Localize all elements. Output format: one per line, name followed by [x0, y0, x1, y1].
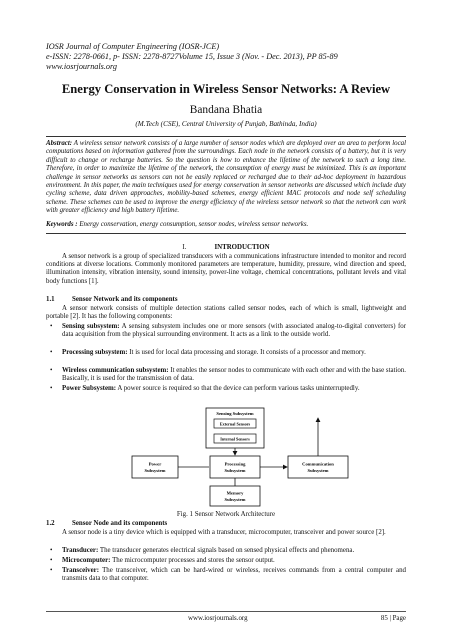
sensor-node-paragraph: A sensor node is a tiny device which is equipped with a transducer, microcomputer, transceiver and power source [2].	[62, 529, 386, 536]
subsection-number: 1.2	[46, 520, 55, 527]
list-item	[46, 323, 406, 339]
list-item-term: Sensing subsystem:	[62, 323, 120, 330]
subsection-number: 1.1	[46, 296, 55, 303]
list-item-term: Processing subsystem:	[62, 349, 128, 356]
list-item-text: The microcomputer processes and stores the sensor output.	[112, 557, 275, 564]
bullet-icon: •	[50, 323, 53, 330]
list-item-term: Microcomputer:	[62, 557, 111, 564]
intro-paragraph: A sensor network is a group of specialized transducers with a communications infrastructure intended to monitor and record conditions at diverse locations. Commonly monitored parameters are temperature, humidity, pressure, wind direction and speed, illumination intensity, vibration intensity, sound intensity, power-line voltage, chemical concentrations, pollutant levels and vital body functions [1].	[46, 253, 406, 285]
paper-title: Energy Conservation in Wireless Sensor Networks: A Review	[61, 82, 391, 96]
list-item-text: A sensing subsystem includes one or more sensors (with associated analog-to-digital converters) for data acquisition from the physical surrounding environment. It acts as a link to the outside world.	[62, 323, 406, 339]
bullet-icon: •	[50, 349, 53, 356]
list-item	[46, 557, 406, 565]
section-number: I.	[182, 244, 187, 251]
processing-label-line1: Processing	[224, 461, 246, 467]
section-name: INTRODUCTION	[214, 244, 270, 251]
list-item	[46, 547, 406, 555]
list-item-text: A power source is required so that the device can perform various tasks uninterruptedly.	[117, 385, 360, 392]
page-number: 85 | Page	[380, 615, 406, 622]
bullet-icon: •	[50, 367, 53, 374]
figure-caption: Fig. 1 Sensor Network Architecture	[176, 511, 276, 518]
power-label-line1: Power	[148, 461, 162, 467]
keywords-text: Energy conservation, energy consumption, sensor nodes, wireless sensor networks.	[79, 221, 309, 228]
abstract-box	[46, 136, 406, 234]
memory-subsystem-box	[210, 486, 260, 506]
communication-label-line2: Subsystem	[307, 468, 329, 473]
list-item-term: Power Subsystem:	[62, 385, 117, 392]
list-item	[46, 349, 406, 357]
list-item-text: The transducer generates electrical signals based on sensed physical effects and phenomena.	[99, 547, 355, 554]
list-item-text: It enables the sensor nodes to communicate with each other and with the base station. Basically, it is used for the transmission of data.	[62, 367, 406, 383]
footer-divider	[46, 611, 406, 612]
power-subsystem-box	[132, 456, 178, 478]
communication-label-line1: Communication	[302, 461, 334, 467]
subsection-heading-1-1	[46, 296, 178, 303]
footer-website: www.iosrjournals.org	[188, 615, 248, 622]
list-item	[46, 567, 406, 583]
sensor-network-architecture-diagram	[130, 406, 370, 510]
list-item-term: Transducer:	[62, 547, 99, 554]
memory-label-line1: Memory	[226, 490, 244, 496]
list-item-text: The transceiver, which can be hard-wired or wireless, receives commands from a central computer and transmits data to that computer.	[62, 567, 406, 583]
abstract-label: Abstract:	[46, 140, 73, 147]
section-heading-introduction	[0, 244, 452, 251]
memory-label-line2: Subsystem	[224, 497, 246, 502]
journal-issn: e-ISSN: 2278-0661, p- ISSN: 2278-8727Volume 15, Issue 3 (Nov. - Dec. 2013), PP 85-89	[46, 52, 338, 61]
keywords-label: Keywords :	[46, 221, 78, 228]
list-item	[46, 367, 406, 383]
abstract-text: A wireless sensor network consists of a large number of sensor nodes which are deployed over an area to perform local computations based on information gathered from the surroundings. Each node in the network consists of a battery, but it is very difficult to change or recharge batteries. So the question is how to enhance the lifetime of the network to such a long time. Therefore, in order to maximize the lifetime of the network, the consumption of energy must be minimized. This is an important challenge in sensor networks as sensors can not be easily replaced or recharged due to their ad-hoc deployment in hazardous environment. In this paper, the main techniques used for energy conservation in sensor networks are discussed which include duty cycling scheme, data driven approaches, mobility-based schemes, energy efficient MAC protocols and node self scheduling scheme. These schemes can be used to improve the energy efficiency of the wireless sensor network so that the network can work with greater efficiency and high battery lifetime.	[46, 140, 406, 215]
bullet-icon: •	[50, 547, 53, 554]
author-name: Bandana Bhatia	[189, 104, 263, 116]
list-item-text: It is used for local data processing and storage. It consists of a processor and memory.	[129, 349, 366, 356]
processing-subsystem-box	[210, 456, 260, 478]
subsection-name: Sensor Network and its components	[72, 296, 178, 303]
subsection-heading-1-2	[46, 520, 167, 527]
sensor-network-paragraph: A sensor network consists of multiple detection stations called sensor nodes, each of which is small, lightweight and portable [2]. It has the following components:	[46, 305, 406, 321]
list-item	[46, 385, 406, 393]
bullet-icon: •	[50, 557, 53, 564]
power-label-line2: Subsystem	[144, 468, 166, 473]
external-sensors-label: External Sensors	[219, 421, 251, 427]
subsection-name: Sensor Node and its components	[72, 520, 168, 527]
author-affiliation: (M.Tech (CSE), Central University of Punjab, Bathinda, India)	[135, 120, 317, 128]
journal-website: www.iosrjournals.org	[46, 62, 117, 71]
keywords	[46, 221, 308, 228]
journal-name: IOSR Journal of Computer Engineering (IOSR-JCE)	[46, 42, 220, 51]
list-item-term: Transceiver:	[62, 567, 99, 574]
bullet-icon: •	[50, 567, 53, 574]
internal-sensors-label: Internal Sensors	[220, 436, 250, 442]
abstract	[46, 140, 406, 216]
processing-label-line2: Subsystem	[224, 468, 246, 473]
communication-subsystem-box	[288, 456, 348, 478]
list-item-term: Wireless communication subsystem:	[62, 367, 169, 374]
bullet-icon: •	[50, 385, 53, 392]
sensing-subsystem-label: Sensing Subsystem	[216, 411, 254, 416]
